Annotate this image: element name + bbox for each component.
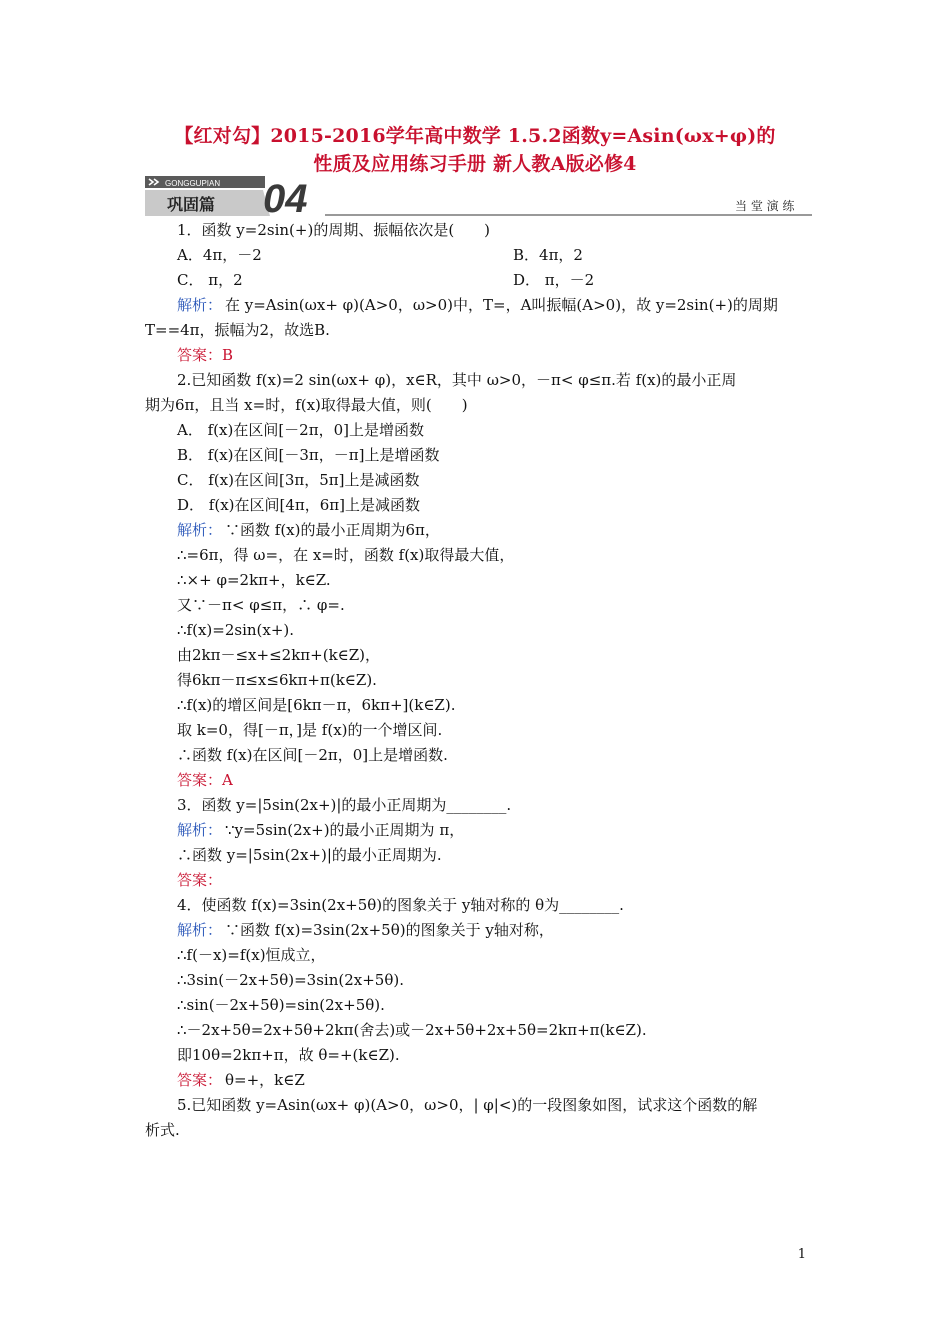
answer-line: 答案： <box>177 1071 223 1089</box>
analysis-label: 解析： <box>177 821 223 839</box>
analysis-label: 解析： <box>177 921 223 939</box>
title-line-2: 性质及应用练习手册 新人教A版必修4 <box>313 153 637 175</box>
text-line: 4．使函数 f(x)=3sin(2x+5θ)的图象关于 y轴对称的 θ为________. <box>177 896 624 914</box>
text-line: ∴函数 f(x)在区间[－2π，0]上是增函数. <box>177 746 448 764</box>
text-line: 2.已知函数 f(x)=2 sin(ωx+ φ)，x∈R，其中 ω>0，－π< φ≤π.若 f(x)的最小正周 <box>177 371 737 389</box>
text-line: A．4π，－2 <box>177 246 262 264</box>
text-line: C． π，2 <box>177 271 243 289</box>
text-line: θ=+，k∈Z <box>225 1071 305 1089</box>
text-line: 1．函数 y=2sin(+)的周期、振幅依次是( ) <box>177 221 491 239</box>
banner-subtitle: GONGGUPIAN <box>165 179 221 188</box>
text-line: ∴sin(－2x+5θ)=sin(2x+5θ). <box>177 996 385 1014</box>
text-line: 又∵－π< φ≤π，∴ φ=. <box>177 596 345 614</box>
text-line: 在 y=Asin(ωx+ φ)(A>0，ω>0)中，T=，A叫振幅(A>0)，故 y=2sin(+)的周期 <box>225 296 778 314</box>
document-title <box>100 122 850 178</box>
text-line: 由2kπ－≤x+≤2kπ+(k∈Z)， <box>177 646 381 664</box>
analysis-label: 解析： <box>177 521 223 539</box>
text-line: 期为6π，且当 x=时，f(x)取得最大值，则( ) <box>145 396 468 414</box>
text-line: A． f(x)在区间[－2π，0]上是增函数 <box>177 421 424 439</box>
section-banner <box>145 176 812 216</box>
text-line: 析式. <box>145 1121 180 1139</box>
text-line: ∵y=5sin(2x+)的最小正周期为 π， <box>225 821 465 839</box>
text-line: D． f(x)在区间[4π，6π]上是减函数 <box>177 496 421 514</box>
text-line: B．4π，2 <box>513 246 583 264</box>
text-line: C． f(x)在区间[3π，5π]上是减函数 <box>177 471 420 489</box>
page-number: 1 <box>797 1247 806 1262</box>
text-line: ∴函数 y=|5sin(2x+)|的最小正周期为. <box>177 846 442 864</box>
answer-line: 答案：A <box>177 771 233 789</box>
text-line: ∵函数 f(x)=3sin(2x+5θ)的图象关于 y轴对称， <box>225 921 554 939</box>
text-line: 得6kπ－π≤x≤6kπ+π(k∈Z). <box>177 671 377 689</box>
title-line-1: 【红对勾】2015-2016学年高中数学 1.5.2函数y=Asin(ωx+φ)的 <box>174 125 776 147</box>
text-line: ∴f(x)的增区间是[6kπ－π，6kπ+](k∈Z). <box>177 696 456 714</box>
text-line: 即10θ=2kπ+π，故 θ=+(k∈Z). <box>177 1046 400 1064</box>
text-line: ∴=6π，得 ω=，在 x=时，函数 f(x)取得最大值， <box>177 546 515 564</box>
text-line: 5.已知函数 y=Asin(ωx+ φ)(A>0，ω>0，| φ|<)的一段图象如图，试求这个函数的解 <box>177 1096 758 1114</box>
analysis-label: 解析： <box>177 296 223 314</box>
text-line: ∴×+ φ=2kπ+，k∈Z. <box>177 571 331 589</box>
text-line: 取 k=0，得[－π，]是 f(x)的一个增区间. <box>177 721 443 739</box>
text-line: B． f(x)在区间[－3π，－π]上是增函数 <box>177 446 440 464</box>
banner-number: 04 <box>263 177 308 216</box>
banner-right-text: 当 堂 演 练 <box>735 199 795 213</box>
text-line: ∴f(－x)=f(x)恒成立， <box>177 946 326 964</box>
text-line: ∴－2x+5θ=2x+5θ+2kπ(舍去)或－2x+5θ+2x+5θ=2kπ+π(k∈Z). <box>177 1021 647 1039</box>
answer-line: 答案：B <box>177 346 234 364</box>
text-line: T==4π，振幅为2，故选B. <box>145 321 330 339</box>
text-line: 3．函数 y=|5sin(2x+)|的最小正周期为________. <box>177 796 512 814</box>
text-line: ∴f(x)=2sin(x+). <box>177 621 295 639</box>
text-line: ∵函数 f(x)的最小正周期为6π， <box>225 521 440 539</box>
banner-label: 巩固篇 <box>167 195 216 214</box>
text-line: D． π，－2 <box>513 271 595 289</box>
answer-line: 答案： <box>177 871 223 889</box>
text-line: ∴3sin(－2x+5θ)=3sin(2x+5θ). <box>177 971 404 989</box>
